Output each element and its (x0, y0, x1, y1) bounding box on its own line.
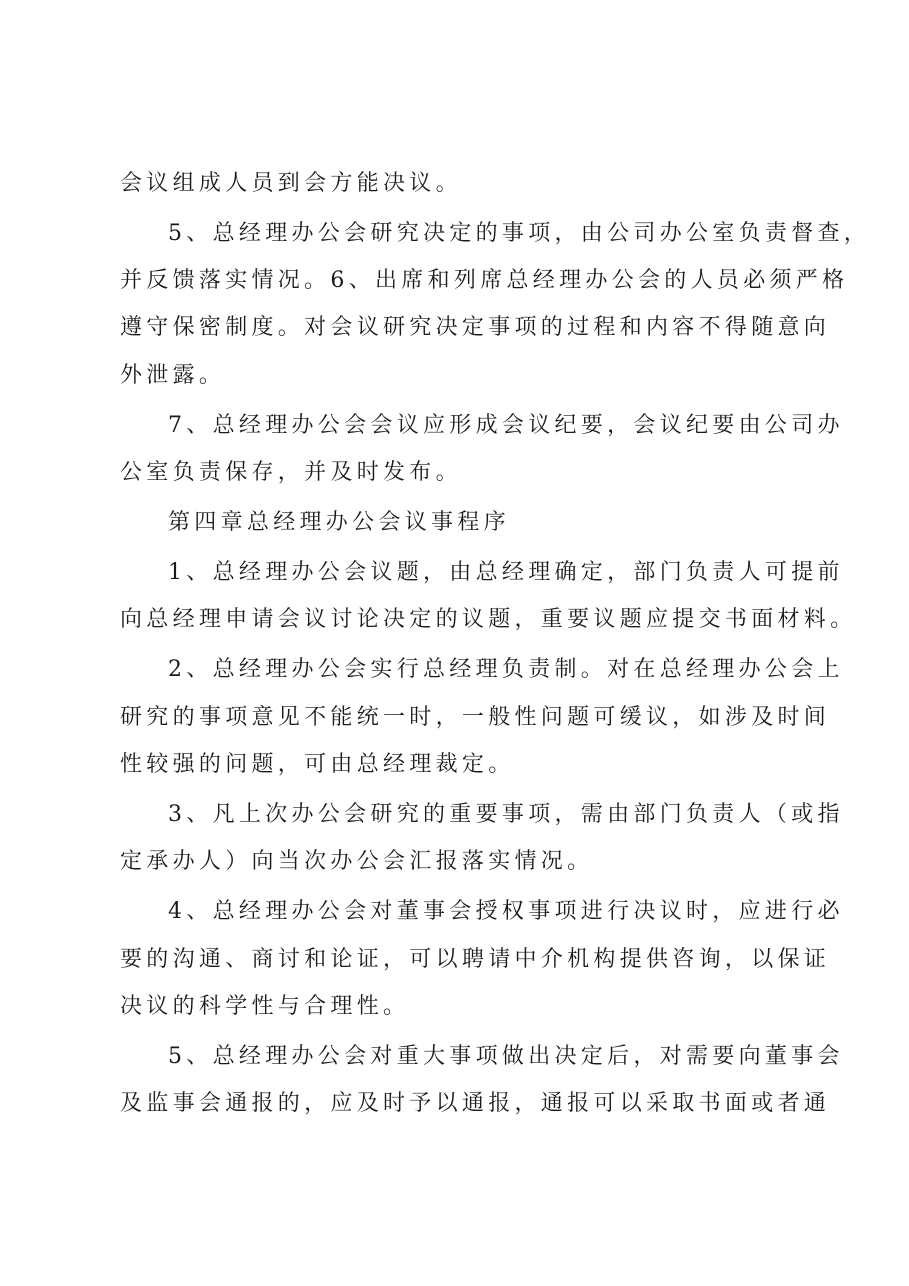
text-line: 遵守保密制度。对会议研究决定事项的过程和内容不得随意向 (120, 315, 831, 340)
text-line: 决议的科学性与合理性。 (120, 994, 410, 1019)
text-line: 1、总经理办公会议题，由总经理确定，部门负责人可提前 (168, 560, 844, 585)
text-line: 4、总经理办公会对董事会授权事项进行决议时，应进行必 (168, 899, 844, 924)
text-line: 公室负责保存，并及时发布。 (120, 460, 462, 485)
text-line: 研究的事项意见不能统一时，一般性问题可缓议，如涉及时间 (120, 705, 831, 730)
text-line: 外泄露。 (120, 363, 226, 388)
text-line: 性较强的问题，可由总经理裁定。 (120, 752, 515, 777)
text-line: 定承办人）向当次办公会汇报落实情况。 (120, 849, 594, 874)
text-line: 并反馈落实情况。6、出席和列席总经理办公会的人员必须严格 (120, 268, 849, 293)
text-line: 向总经理申请会议讨论决定的议题，重要议题应提交书面材料。 (120, 607, 857, 632)
section-heading: 第四章总经理办公会议事程序 (168, 510, 510, 535)
text-line: 3、凡上次办公会研究的重要事项，需由部门负责人（或指 (168, 802, 844, 827)
text-line: 及监事会通报的，应及时予以通报，通报可以采取书面或者通 (120, 1091, 831, 1116)
text-line: 7、总经理办公会会议应形成会议纪要，会议纪要由公司办 (168, 413, 844, 438)
text-line: 2、总经理办公会实行总经理负责制。对在总经理办公会上 (168, 657, 844, 682)
text-line: 要的沟通、商讨和论证，可以聘请中介机构提供咨询，以保证 (120, 947, 831, 972)
text-line: 会议组成人员到会方能决议。 (120, 171, 462, 196)
text-line: 5、总经理办公会研究决定的事项，由公司办公室负责督查， (168, 221, 871, 246)
text-line: 5、总经理办公会对重大事项做出决定后，对需要向董事会 (168, 1044, 844, 1069)
